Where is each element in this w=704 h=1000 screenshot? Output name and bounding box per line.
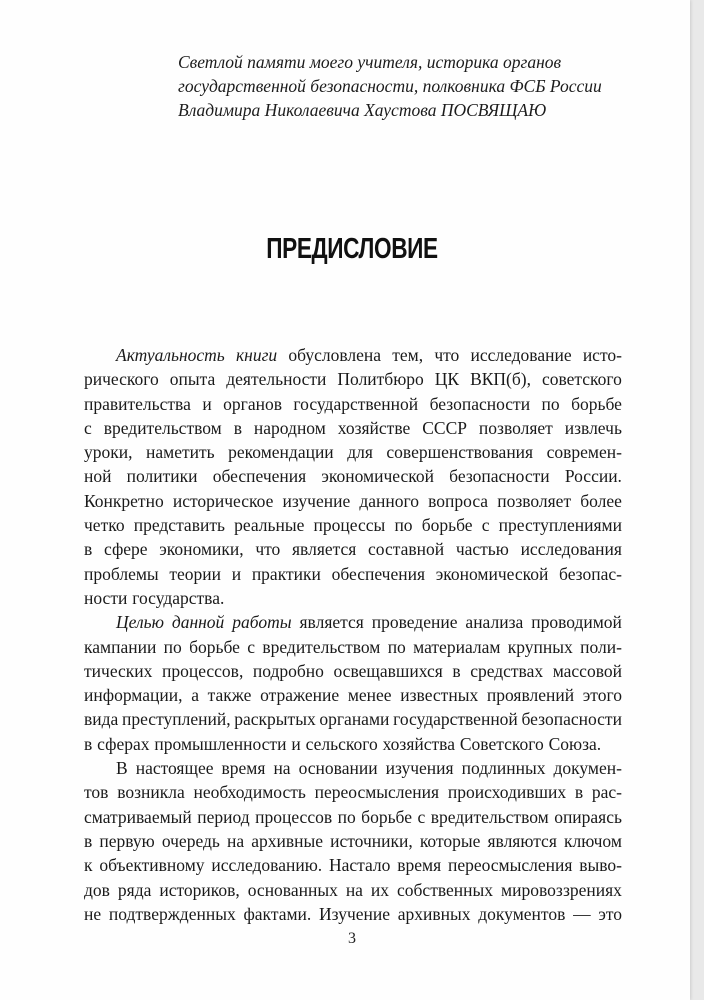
text-line: четко представить реальные процессы по борьбе с преступлениями (84, 515, 622, 536)
page-number: 3 (348, 930, 356, 947)
text-line: Целью данной работы является проведение анализа проводимой (116, 612, 622, 633)
text-line: Актуальность книги обусловлена тем, что исследование исто- (116, 345, 622, 365)
text-line: сматриваемый период процессов по борьбе с вредительством опираясь (84, 806, 622, 827)
text-line: В настоящее время на основании изучения подлинных докумен- (116, 758, 622, 779)
text-line: к объективному исследованию. Настало время переосмысления выво- (84, 855, 622, 876)
text-line: в первую очередь на архивные источники, которые являются ключом (84, 830, 622, 851)
paragraph (84, 343, 622, 610)
text-line: проблемы теории и практики обеспечения экономической безопас- (84, 563, 622, 584)
text-line: тов возникла необходимость переосмысления происходивших в рас- (84, 782, 622, 803)
text-line: дов ряда историков, основанных на их собственных мировоззрениях (84, 879, 622, 900)
text-line: кампании по борьбе с вредительством по материалам крупных поли- (84, 636, 622, 657)
text-line: правительства и органов государственной безопасности по борьбе (84, 393, 622, 414)
text-line: тических процессов, подробно освещавшихся в средствах массовой (84, 660, 622, 681)
text-line: информации, а также отражение менее известных проявлений этого (84, 685, 622, 706)
text-line: с вредительством в народном хозяйстве СССР позволяет извлечь (84, 417, 622, 438)
text-line: Конкретно историческое изучение данного вопроса позволяет более (84, 490, 622, 511)
text-line: в сфере экономики, что является составной частью исследования (84, 539, 622, 560)
body-text (84, 343, 622, 926)
dedication-line: государственной безопасности, полковника ФСБ России (178, 76, 602, 96)
text-line: в сферах промышленности и сельского хозяйства Советского Союза. (84, 733, 602, 754)
text-line: не подтвержденных фактами. Изучение архивных документов — это (84, 903, 622, 924)
dedication-line: Владимира Николаевича Хаустова ПОСВЯЩАЮ (178, 100, 547, 120)
paragraph (84, 756, 622, 926)
dedication (178, 50, 648, 122)
text-line: уроки, наметить рекомендации для совершенствования современ- (84, 442, 622, 463)
text-line: рического опыта деятельности Политбюро ЦК ВКП(б), советского (84, 369, 622, 390)
chapter-heading: ПРЕДИСЛОВИЕ (266, 233, 438, 265)
dedication-line: Светлой памяти моего учителя, историка органов (178, 52, 562, 72)
paragraph (84, 610, 622, 756)
text-line: ности государства. (84, 587, 225, 608)
text-line: ной политики обеспечения экономической безопасности России. (84, 466, 622, 487)
text-line: вида преступлений, раскрытых органами государственной безопасности (84, 709, 622, 730)
